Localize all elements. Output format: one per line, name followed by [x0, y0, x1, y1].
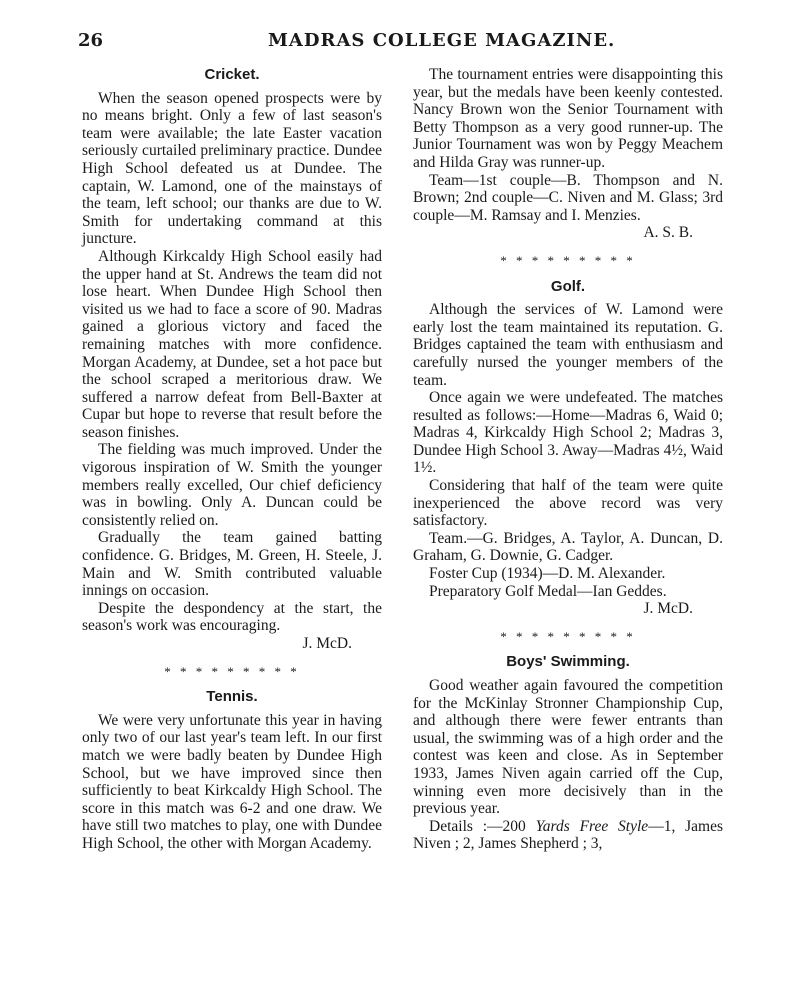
magazine-title: MADRAS COLLEGE MAGAZINE. — [268, 30, 616, 51]
cricket-paragraph: Gradually the team gained batting confidence. G. Bridges, M. Green, H. Steele, J. Main and W. Smith contributed valuable innings on occasion. — [82, 529, 382, 600]
event-name: Yards Free Style — [535, 817, 649, 835]
cricket-heading: Cricket. — [204, 66, 260, 83]
right-column — [413, 66, 723, 853]
golf-paragraph: Preparatory Golf Medal—Ian Geddes. — [429, 582, 667, 600]
cricket-paragraph: Despite the despondency at the start, the season's work was encouraging. — [82, 599, 382, 635]
golf-signature: J. McD. — [643, 600, 693, 618]
tennis-paragraph: We were very unfortunate this year in having only two of our last year's team left. In our first match we were badly beaten by Dundee High School, but we have improved since then sufficiently to beat Kirkcaldy High School. The score in this match was 6-2 and one draw. We have still two matches to play, one with Dundee High School, the other with Morgan Academy. — [82, 711, 382, 852]
left-column — [82, 66, 382, 853]
golf-paragraph: Once again we were undefeated. The matches resulted as follows:—Home—Madras 6, Waid 0; Madras 4, Kirkcaldy High School 2; Madras 3, Dundee High School 3. Away—Madras 4½, Waid 1½. — [413, 389, 723, 477]
swimming-paragraph — [413, 818, 723, 853]
golf-paragraph: Although the services of W. Lamond were early lost the team maintained its reputation. G. Bridges captained the team with enthusiasm and carefully nursed the younger members of the team. — [413, 301, 723, 389]
cricket-signature: J. McD. — [302, 635, 352, 652]
cricket-paragraph: Although Kirkcaldy High School easily had the upper hand at St. Andrews the team did not lose heart. When Dundee High School then visited us we had to face a score of 90. Madras gained a glorious victory and faced the remaining matches with more confidence. Morgan Academy, at Dundee, set a hot pace but the school scraped a meritorious draw. We suffered a narrow defeat from Bell-Baxter at Cupar but hope to reverse that result before the season finishes. — [82, 247, 382, 441]
tennis-paragraph: Team—1st couple—B. Thompson and N. Brown; 2nd couple—C. Niven and M. Glass; 3rd couple—M. Ramsay and I. Menzies. — [413, 171, 723, 224]
cricket-paragraph: The fielding was much improved. Under the vigorous inspiration of W. Smith the younger members really excelled, Our chief deficiency was in bowling. Only A. Duncan could be consistently relied on. — [82, 441, 382, 529]
tennis-paragraph: The tournament entries were disappointing this year, but the medals have been keenly contested. Nancy Brown won the Senior Tournament with Betty Thompson as a very good runner-up. The Junior Tournament was won by Peggy Meachem and Hilda Gray was runner-up. — [413, 66, 723, 171]
section-divider: * * * * * * * * * — [500, 252, 636, 268]
golf-paragraph: Team.—G. Bridges, A. Taylor, A. Duncan, D. Graham, G. Downie, G. Cadger. — [413, 529, 723, 565]
tennis-heading: Tennis. — [206, 688, 258, 706]
golf-heading: Golf. — [550, 277, 586, 295]
section-divider: * * * * * * * * * — [500, 628, 636, 644]
section-divider: * * * * * * * * * — [164, 663, 300, 679]
golf-paragraph: Foster Cup (1934)—D. M. Alexander. — [429, 565, 666, 583]
page-number: 26 — [78, 30, 104, 51]
page-header — [78, 30, 722, 56]
swimming-heading: Boys' Swimming. — [506, 653, 630, 671]
details-prefix: Details :—200 — [429, 817, 536, 835]
tennis-signature: A. S. B. — [643, 224, 693, 242]
golf-paragraph: Considering that half of the team were quite inexperienced the above record was very satisfactory. — [413, 477, 723, 530]
swimming-paragraph: Good weather again favoured the competition for the McKinlay Stronner Championship Cup, and although there were fewer entrants than usual, the swimming was of a high order and the contest was keen and close. As in September 1933, James Niven again carried off the Cup, winning even more decisively than in the previous year. — [413, 677, 723, 818]
details-suffix: —1, James Niven ; 2, James Shepherd ; 3, — [413, 817, 723, 853]
cricket-paragraph: When the season opened prospects were by no means bright. Only a few of last season's team were available; the late Easter vacation seriously curtailed preliminary practice. Dundee High School defeated us at Dundee. The captain, W. Lamond, one of the mainstays of the team, left school; our thanks are due to W. Smith for undertaking command at this juncture. — [82, 89, 382, 248]
